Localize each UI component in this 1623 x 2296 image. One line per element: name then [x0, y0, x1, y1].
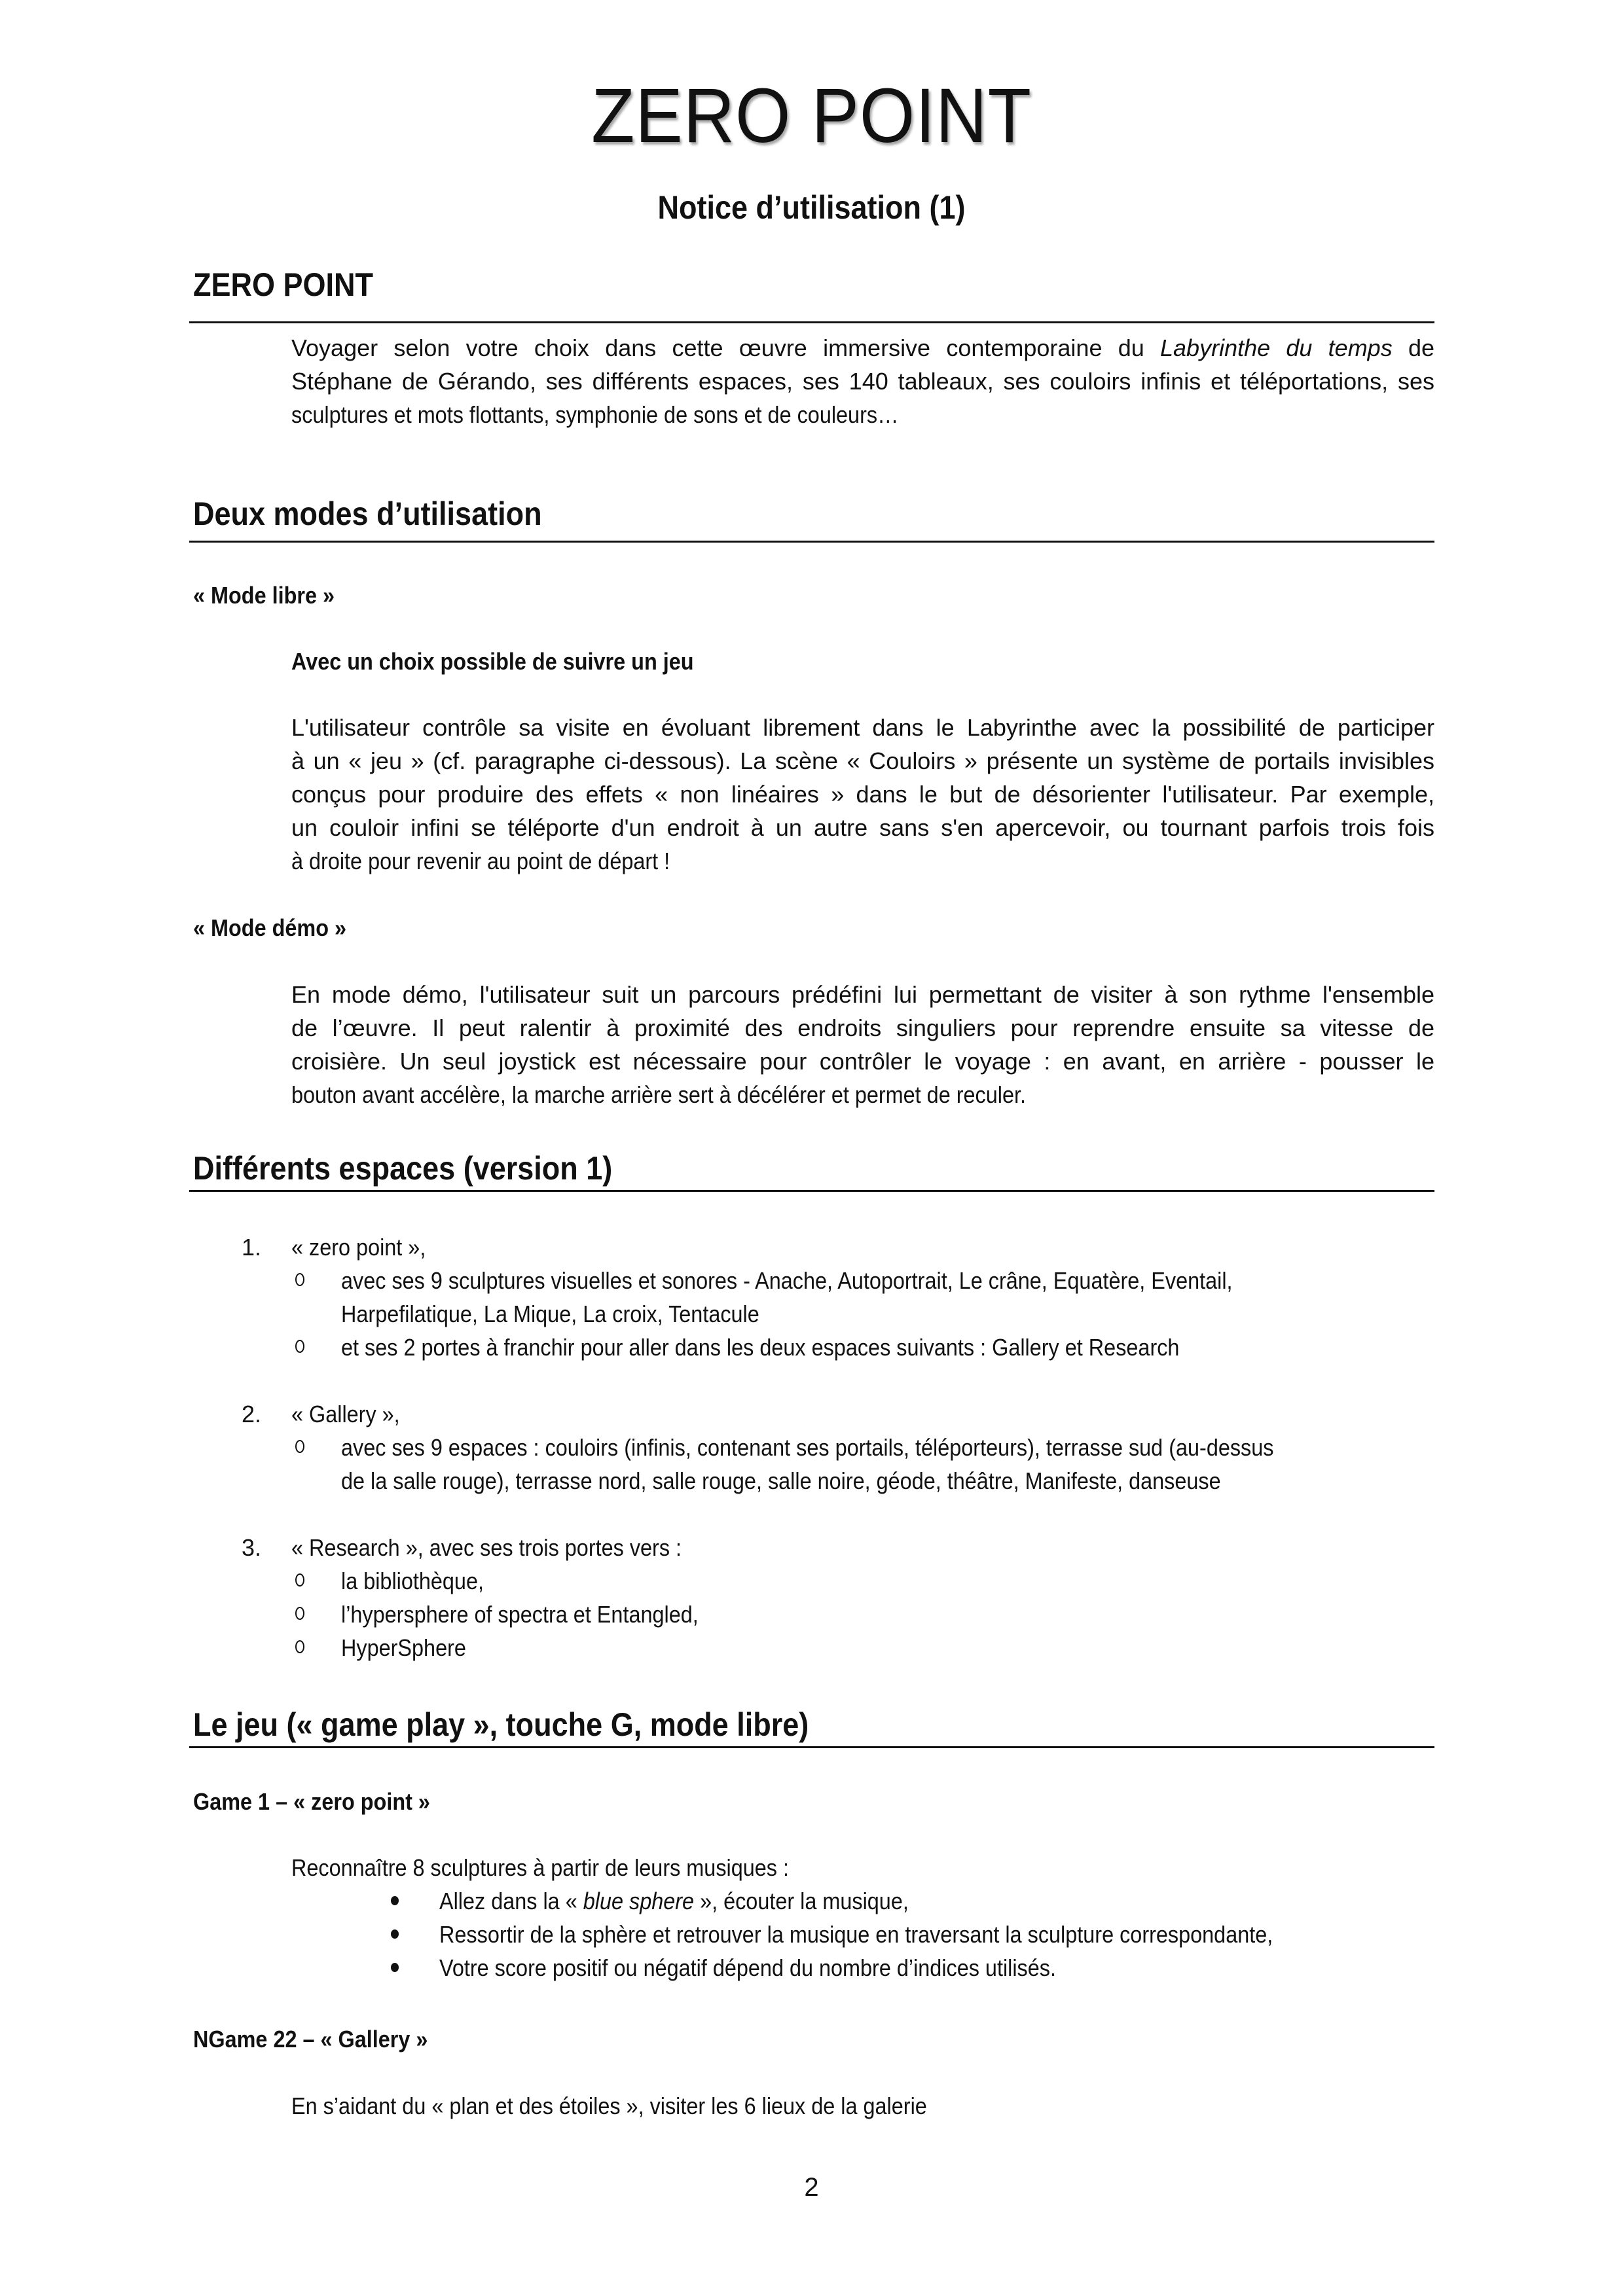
game1-intro: Reconnaître 8 sculptures à partir de leurs musiques :: [291, 1854, 789, 1881]
paragraph-line: à droite pour revenir au point de départ !: [291, 848, 670, 874]
section-heading-spaces: Différents espaces (version 1): [193, 1150, 613, 1187]
game1-bullet: Ressortir de la sphère et retrouver la musique en traversant la sculpture correspondante,: [439, 1921, 1273, 1948]
circle-bullet-icon: [295, 1273, 304, 1286]
subitem-line: HyperSphere: [341, 1634, 466, 1661]
bullet-disc-icon: [391, 1963, 399, 1972]
paragraph-line: de l’œuvre. Il peut ralentir à proximité des endroits singuliers pour reprendre ensuite sa vitesse de: [291, 1014, 1434, 1041]
paragraph-line: sculptures et mots flottants, symphonie de sons et de couleurs…: [291, 401, 899, 428]
game2-label: NGame 22 – « Gallery »: [193, 2026, 428, 2053]
section-rule: [189, 321, 1434, 323]
subitem-line: Harpefilatique, La Mique, La croix, Tentacule: [341, 1300, 759, 1327]
paragraph-line: Stéphane de Gérando, ses différents espaces, ses 140 tableaux, ses couloirs infinis et téléportations, ses: [291, 368, 1434, 395]
list-number: 3.: [242, 1534, 262, 1561]
paragraph-line: croisière. Un seul joystick est nécessaire pour contrôler le voyage : en avant, en arrière - pousser le: [291, 1048, 1434, 1075]
section-heading-game: Le jeu (« game play », touche G, mode libre): [193, 1706, 809, 1743]
subitem-line: la bibliothèque,: [341, 1568, 484, 1594]
subitem-line: de la salle rouge), terrasse nord, salle rouge, salle noire, géode, théâtre, Manifeste, danseuse: [341, 1467, 1221, 1494]
mode-demo-paragraph: [291, 978, 1434, 1111]
bullet-disc-icon: [391, 1929, 399, 1939]
book-title-italic: Labyrinthe du temps: [1160, 334, 1393, 361]
subitem-line: l’hypersphere of spectra et Entangled,: [341, 1601, 699, 1628]
game1-bullet: [439, 1890, 909, 1913]
game1-label: Game 1 – « zero point »: [193, 1788, 430, 1815]
circle-bullet-icon: [295, 1573, 304, 1587]
space-label: « zero point »,: [291, 1234, 426, 1261]
section-rule: [189, 541, 1434, 543]
blue-sphere-italic: blue sphere: [583, 1888, 695, 1914]
bullet-disc-icon: [391, 1896, 399, 1905]
section-rule: [189, 1190, 1434, 1192]
subitem-line: avec ses 9 espaces : couloirs (infinis, contenant ses portails, téléporteurs), terrasse sud (au-dessus: [341, 1434, 1274, 1461]
mode-libre-label: « Mode libre »: [193, 582, 335, 609]
intro-paragraph: [291, 331, 1434, 431]
circle-bullet-icon: [295, 1340, 304, 1353]
list-number: 1.: [242, 1234, 262, 1261]
space-label: « Gallery »,: [291, 1401, 400, 1427]
paragraph-line: bouton avant accélère, la marche arrière sert à décélérer et permet de reculer.: [291, 1081, 1026, 1108]
game2-text: En s’aidant du « plan et des étoiles », visiter les 6 lieux de la galerie: [291, 2092, 927, 2119]
mode-libre-paragraph: [291, 711, 1434, 878]
text-run: », écouter la musique,: [694, 1888, 909, 1914]
subitem-line: et ses 2 portes à franchir pour aller dans les deux espaces suivants : Gallery et Research: [341, 1334, 1180, 1361]
page-number: 2: [804, 2173, 819, 2202]
circle-bullet-icon: [295, 1607, 304, 1620]
document-title: ZERO POINT: [591, 73, 1032, 159]
paragraph-line: L'utilisateur contrôle sa visite en évoluant librement dans le Labyrinthe avec la possibilité de participer: [291, 714, 1434, 741]
circle-bullet-icon: [295, 1640, 304, 1653]
circle-bullet-icon: [295, 1440, 304, 1453]
subitem-line: avec ses 9 sculptures visuelles et sonores - Anache, Autoportrait, Le crâne, Equatère, Eventail,: [341, 1267, 1233, 1294]
paragraph-line: [291, 331, 1434, 365]
text-run: Voyager selon votre choix dans cette œuvre immersive contemporaine du: [291, 334, 1161, 361]
paragraph-line: conçus pour produire des effets « non linéaires » dans le but de désorienter l'utilisateur. Par exemple,: [291, 781, 1434, 808]
space-label: « Research », avec ses trois portes vers :: [291, 1534, 682, 1561]
text-run: de: [1392, 334, 1434, 361]
list-number: 2.: [242, 1401, 262, 1427]
section-heading-intro: ZERO POINT: [193, 266, 374, 303]
text-run: Allez dans la «: [439, 1888, 583, 1914]
section-heading-modes: Deux modes d’utilisation: [193, 495, 542, 532]
mode-demo-label: « Mode démo »: [193, 914, 347, 941]
paragraph-line: un couloir infini se téléporte d'un endroit à un autre sans s'en apercevoir, ou tournant parfois trois fois: [291, 814, 1434, 841]
game1-bullet: Votre score positif ou négatif dépend du nombre d’indices utilisés.: [439, 1954, 1056, 1981]
section-rule: [189, 1746, 1434, 1748]
paragraph-line: En mode démo, l'utilisateur suit un parcours prédéfini lui permettant de visiter à son rythme l'ensemble: [291, 981, 1434, 1008]
paragraph-line: à un « jeu » (cf. paragraphe ci-dessous). La scène « Couloirs » présente un système de portails invisibles: [291, 747, 1434, 774]
mode-libre-lead: Avec un choix possible de suivre un jeu: [291, 648, 694, 675]
document-subtitle: Notice d’utilisation (1): [657, 189, 966, 226]
